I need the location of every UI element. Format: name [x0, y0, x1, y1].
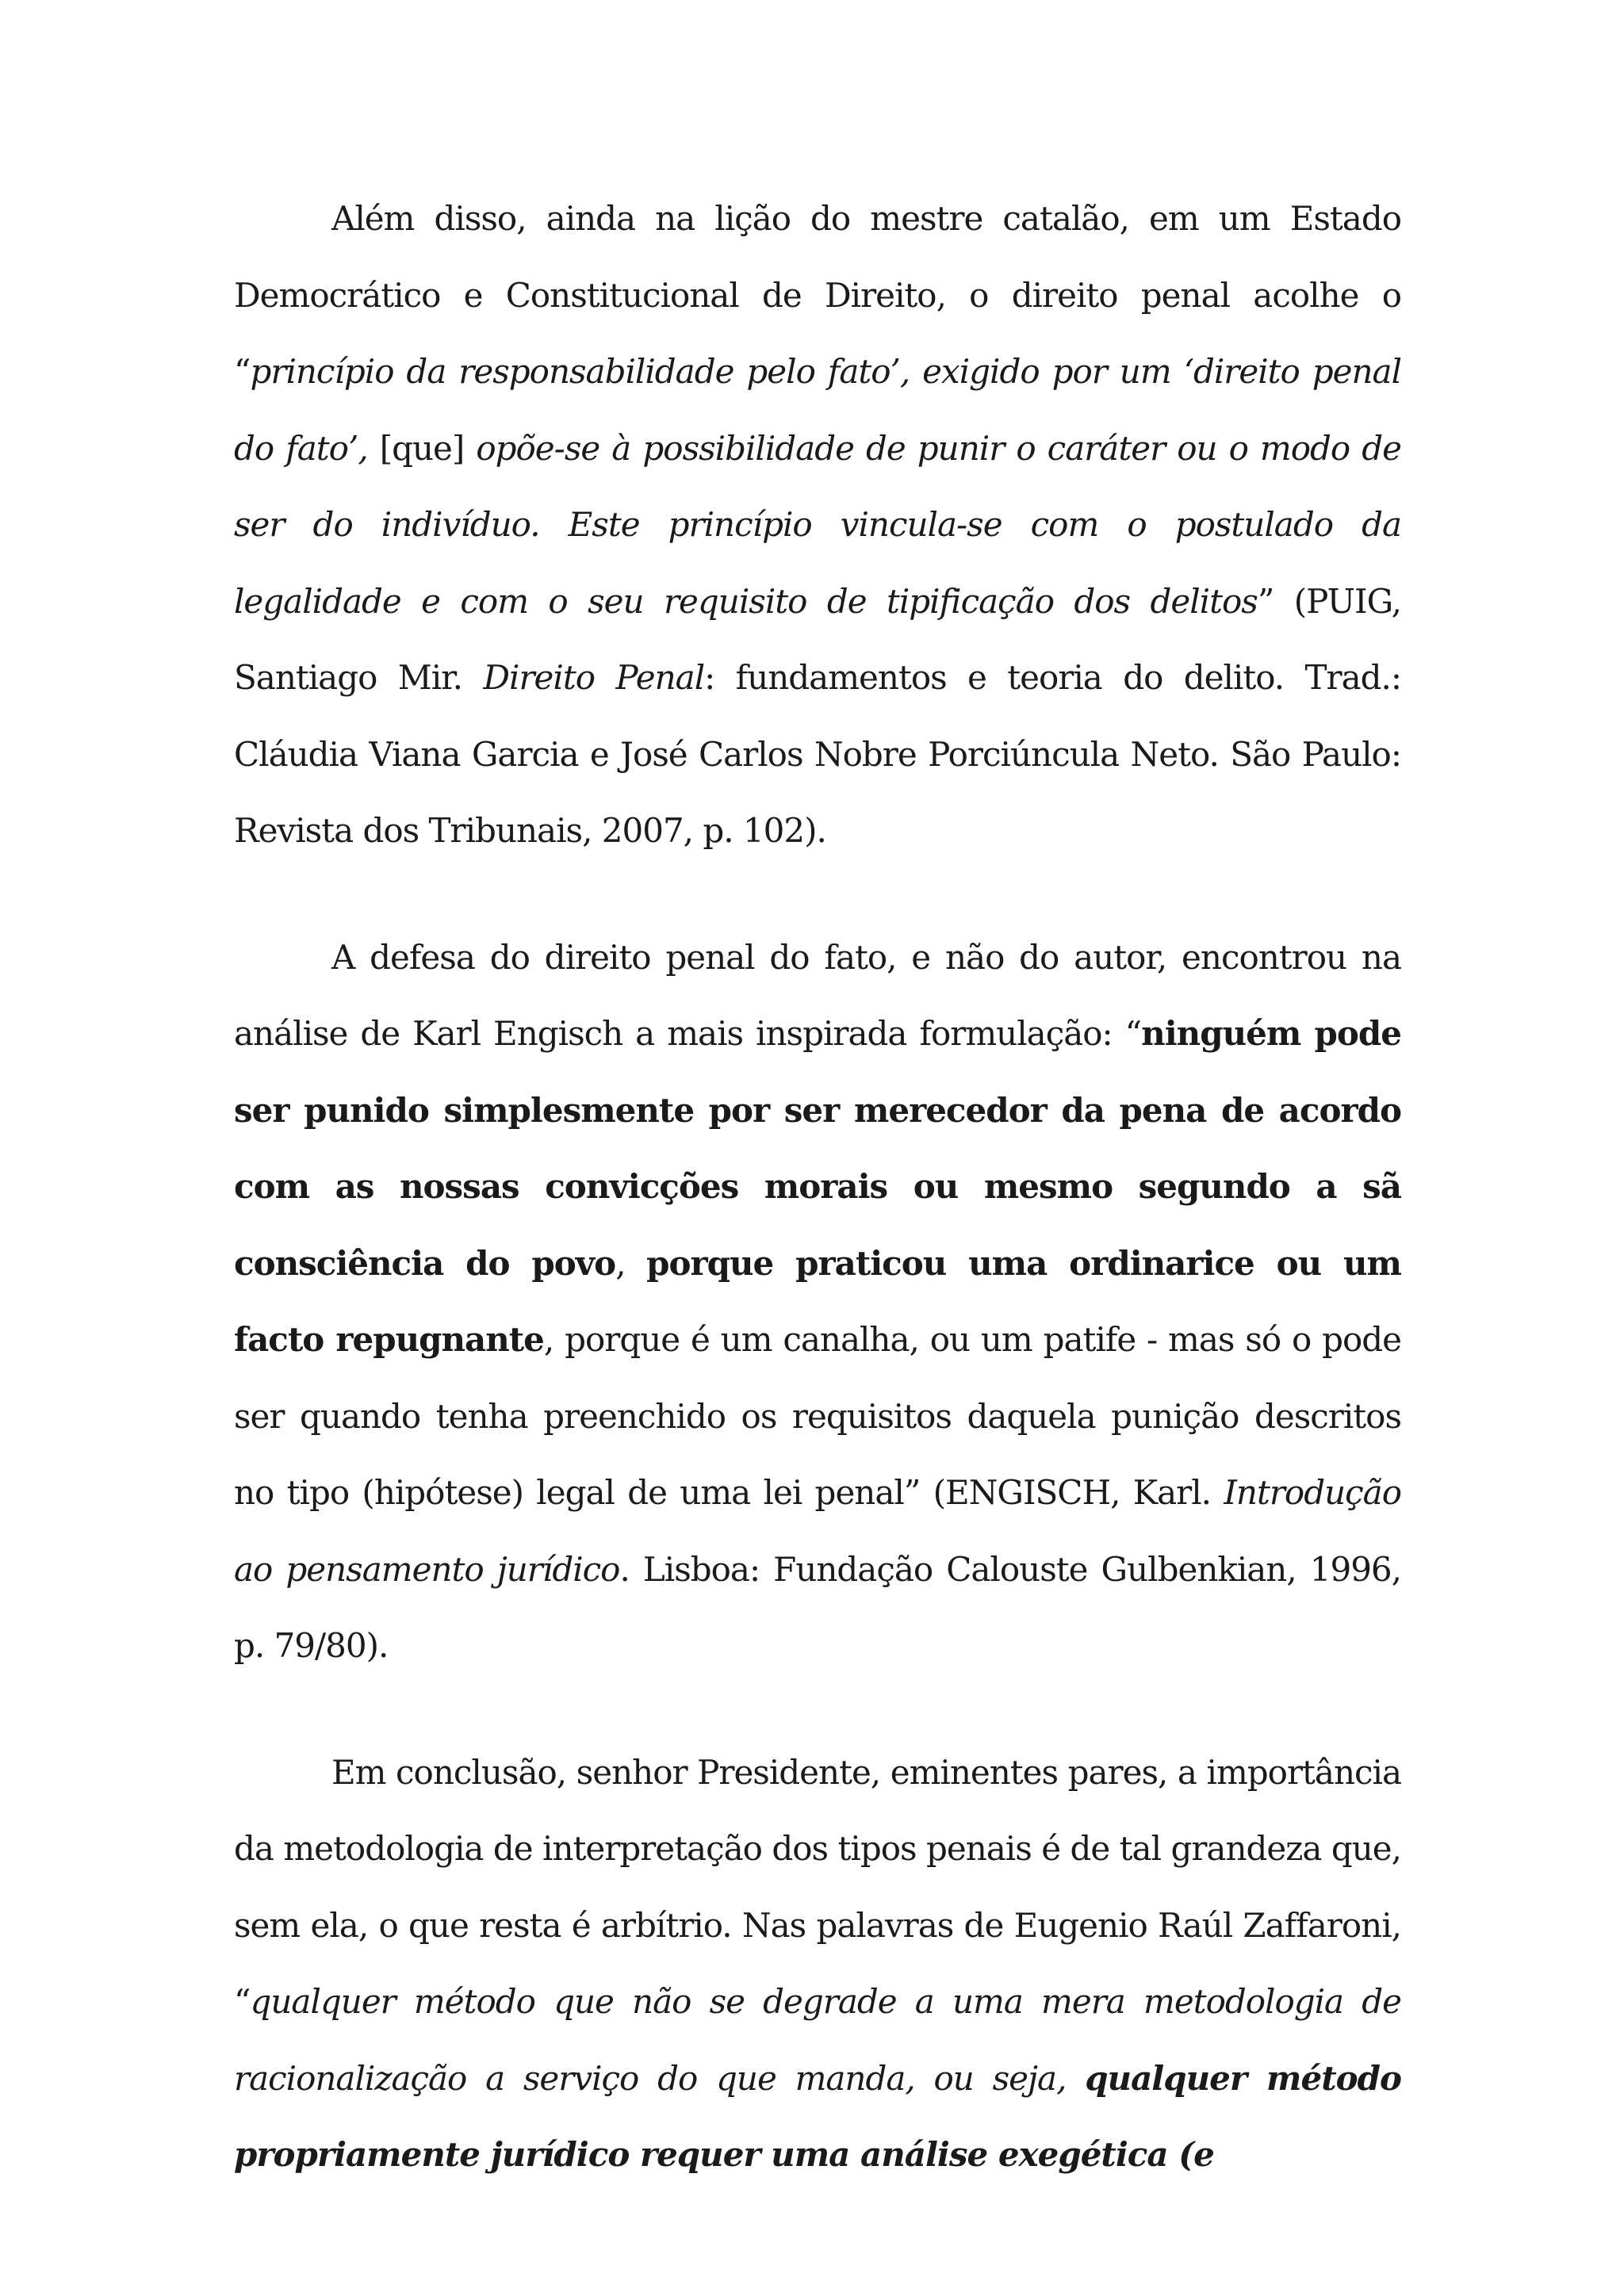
text-segment: [que]: [367, 428, 477, 468]
italic-segment: princípio da responsabilidade pelo fato’, exigido por um ‘direito penal do fato’,: [234, 352, 1401, 468]
document-page: [234, 181, 1401, 2194]
italic-segment: Introdução ao pensamento jurídico: [234, 1473, 1401, 1589]
paragraph-3: [234, 1735, 1401, 2194]
paragraph-1: [234, 181, 1401, 870]
bold-segment: porque praticou uma ordinarice ou um facto repugnante: [234, 1243, 1401, 1359]
paragraph-2: [234, 920, 1401, 1685]
italic-segment: qualquer método que não se degrade a uma mera metodologia de racionalização a serviço do que manda, ou seja,: [234, 1982, 1401, 2098]
text-segment: , porque é um canalha, ou um patife - mas só o pode ser quando tenha preenchido os requisitos daquela punição descritos no tipo (hipótese) legal de uma lei penal” (ENGISCH, Karl.: [234, 1320, 1402, 1512]
italic-segment: Direito Penal: [483, 658, 705, 697]
bold-italic-segment: qualquer método propriamente jurídico requer uma análise exegética (e: [234, 2058, 1401, 2174]
text-segment: : fundamentos e teoria do delito. Trad.: Cláudia Viana Garcia e José Carlos Nobre Porciúncula Neto. São Paulo: Revista dos Tribunais, 2007, p. 102).: [234, 658, 1401, 850]
text-segment: ” (PUIG, Santiago Mir.: [234, 581, 1401, 697]
text-segment: Em conclusão, senhor Presidente, eminentes pares, a importância da metodologia de interpretação dos tipos penais é de tal grandeza que, sem ela, o que resta é arbítrio. Nas palavras de Eugenio Raúl Zaffaroni, “: [234, 1752, 1401, 2021]
bold-segment: ninguém pode ser punido simplesmente por ser merecedor da pena de acordo com as nossas convicções morais ou mesmo segundo a sã consciência do povo: [234, 1014, 1401, 1283]
text-segment: ,: [615, 1243, 647, 1283]
text-segment: A defesa do direito penal do fato, e não do autor, encontrou na análise de Karl Engisch a mais inspirada formulação: “: [234, 937, 1401, 1053]
text-segment: . Lisboa: Fundação Calouste Gulbenkian, 1996, p. 79/80).: [234, 1549, 1401, 1665]
italic-segment: opõe-se à possibilidade de punir o caráter ou o modo de ser do indivíduo. Este princípio vincula-se com o postulado da legalidade e com o seu requisito de tipificação dos delitos: [234, 428, 1401, 621]
text-segment: Além disso, ainda na lição do mestre catalão, em um Estado Democrático e Constitucional de Direito, o direito penal acolhe o “: [234, 199, 1401, 391]
